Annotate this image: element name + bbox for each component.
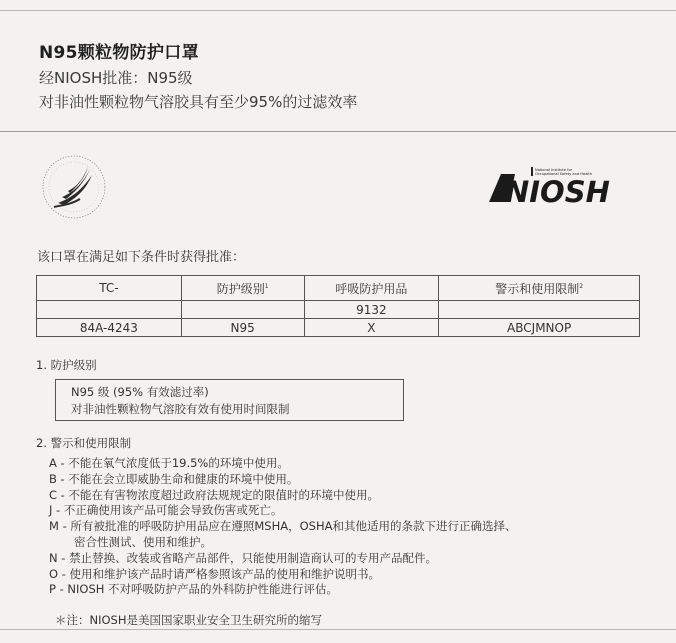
list-item: C - 不能在有害物浓度超过政府法规规定的限值时的环境中使用。 [49, 487, 379, 502]
top-divider [0, 10, 676, 11]
niosh-logo-fine-print-1: National Institute for [535, 168, 573, 172]
col-header-cautions: 警示和使用限制$^2$ [439, 276, 640, 301]
list-item: P - NIOSH 不对呼吸防护产品的外科防护性能进行评估。 [49, 582, 339, 597]
table-row [37, 319, 640, 337]
table-cell [37, 301, 182, 319]
bottom-divider [0, 629, 676, 630]
cautions-codes-cell: ABCJMNOP [439, 319, 640, 337]
hhs-seal-icon [40, 153, 108, 221]
table-cell [181, 301, 304, 319]
table-subheader-row [37, 301, 640, 319]
approval-subtitle: 经NIOSH批准：N95级 [39, 69, 193, 87]
efficiency-subtitle: 对非油性颗粒物气溶胶具有至少95%的过滤效率 [39, 93, 358, 111]
approval-table [36, 275, 640, 337]
protection-level-heading: 1. 防护级别 [36, 358, 97, 372]
table-cell [439, 301, 640, 319]
page-title: N95颗粒物防护口罩 [39, 43, 199, 63]
col-header-protection-level: 防护级别$^1$ [181, 276, 304, 301]
header-divider [0, 131, 676, 132]
list-item: B - 不能在会立即威胁生命和健康的环境中使用。 [49, 471, 299, 486]
tc-number-cell: 84A-4243 [37, 319, 182, 337]
footnote: ＊注：NIOSH是美国国家职业安全卫生研究所的缩写 [55, 613, 322, 627]
list-item: O - 使用和维护该产品时请严格参照该产品的使用和维护说明书。 [49, 566, 381, 581]
protection-level-line-2: 对非油性颗粒物气溶胶有效有使用时间限制 [71, 402, 290, 416]
list-item: A - 不能在氧气浓度低于19.5%的环境中使用。 [49, 456, 289, 470]
model-number-cell: 9132 [304, 301, 439, 319]
list-item: 密合性测试、使用和维护。 [74, 534, 212, 549]
approval-intro: 该口罩在满足如下条件时获得批准： [37, 250, 246, 265]
warnings-heading: 2. 警示和使用限制 [36, 436, 132, 450]
niosh-logo-fine-print-2: Occupational Safety and Health [535, 172, 593, 176]
col-header-respirator: 呼吸防护用品 [304, 276, 439, 301]
protection-level-box [55, 379, 404, 421]
table-header-row [37, 276, 640, 301]
protection-level-cell: N95 [181, 319, 304, 337]
niosh-logo [487, 166, 635, 206]
respirator-mark-cell: X [304, 319, 439, 337]
niosh-logo-text: NIOSH [505, 175, 610, 206]
protection-level-line-1: N95 级 (95% 有效滤过率) [71, 385, 209, 399]
warnings-list [49, 456, 649, 598]
list-item: J - 不正确使用该产品可能会导致伤害或死亡。 [49, 503, 283, 518]
list-item: M - 所有被批准的呼吸防护用品应在遵照MSHA，OSHA和其他适用的条款下进行正确选择、 [49, 519, 517, 534]
list-item: N - 禁止替换、改装或省略产品部件，只能使用制造商认可的专用产品配件。 [49, 550, 438, 565]
col-header-tc: TC- [37, 276, 182, 301]
